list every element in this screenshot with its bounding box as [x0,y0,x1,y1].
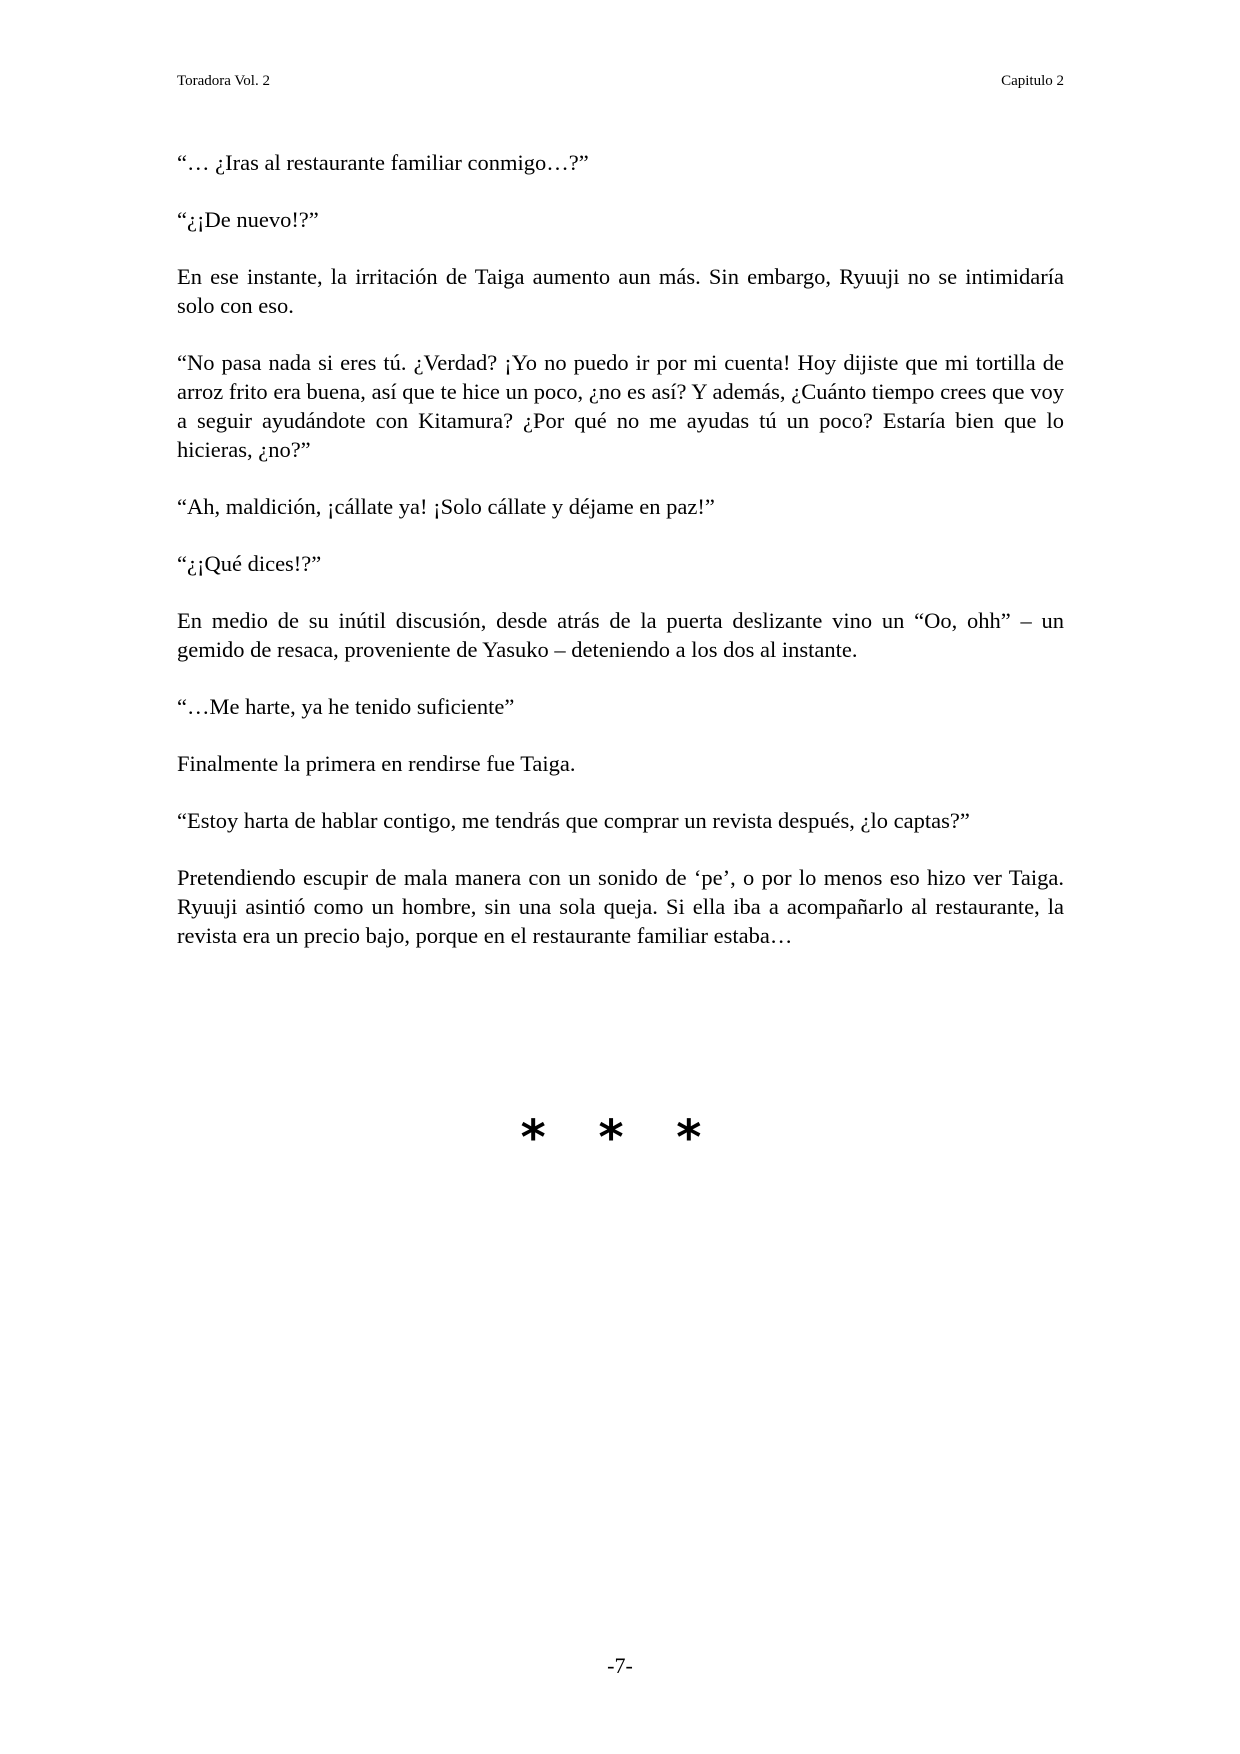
paragraph: Pretendiendo escupir de mala manera con un sonido de ‘pe’, o por lo menos eso hizo ver Taiga. Ryuuji asintió como un hombre, sin una sola queja. Si ella iba a acompañarlo al restaurante, la revista era un precio bajo, porque en el restaurante familiar estaba… [177,865,1064,948]
paragraph: En ese instante, la irritación de Taiga aumento aun más. Sin embargo, Ryuuji no se intimidaría solo con eso. [177,264,1064,318]
paragraph: “Ah, maldición, ¡cállate ya! ¡Solo cállate y déjame en paz!” [177,494,715,519]
paragraph: “¿¡De nuevo!?” [177,207,319,232]
paragraph: En medio de su inútil discusión, desde atrás de la puerta deslizante vino un “Oo, ohh” – un gemido de resaca, proveniente de Yasuko – deteniendo a los dos al instante. [177,608,1064,662]
paragraph: “No pasa nada si eres tú. ¿Verdad? ¡Yo no puedo ir por mi cuenta! Hoy dijiste que mi tortilla de arroz frito era buena, así que te hice un poco, ¿no es así? Y además, ¿Cuánto tiempo crees que voy a seguir ayudándote con Kitamura? ¿Por qué no me ayudas tú un poco? Estaría bien que lo hicieras, ¿no?” [177,350,1064,462]
paragraph: “…Me harte, ya he tenido suficiente” [177,694,515,719]
body-text [177,148,1064,978]
scene-break-separator: * * * [520,1110,720,1166]
header-chapter: Capitulo 2 [1001,73,1064,89]
paragraph: “… ¿Iras al restaurante familiar conmigo…?” [177,150,589,175]
header-book-title: Toradora Vol. 2 [177,73,270,89]
paragraph: Finalmente la primera en rendirse fue Taiga. [177,751,576,776]
paragraph: “Estoy harta de hablar contigo, me tendrás que comprar un revista después, ¿lo captas?” [177,808,970,833]
paragraph: “¿¡Qué dices!?” [177,551,322,576]
page-number: -7- [607,1653,633,1678]
